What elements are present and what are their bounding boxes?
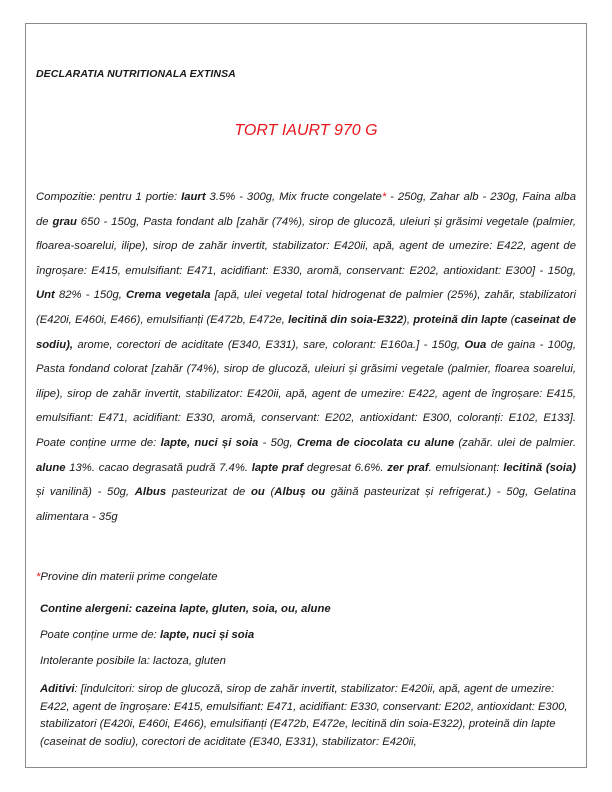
composition-segment: arome, corectori de aciditate (E340, E331), sare, colorant: E160a.] - 150g, (73, 338, 465, 351)
composition-bold-segment: Oua (464, 338, 487, 351)
traces-prefix: Poate conține urme de: (40, 629, 160, 641)
composition-bold-segment: Albuș ou (274, 486, 326, 499)
composition-bold-segment: ou (251, 486, 265, 499)
composition-segment: - 50g, (258, 436, 297, 449)
composition-segment: degresat 6.6%. (303, 461, 388, 474)
composition-segment: [apă, ulei vegetal total hidrogenat de palmier (25%), zahăr, stabilizatori (E420i, E460i, E466), emulsifianți (E472b, E472e, (36, 289, 576, 326)
composition-bold-segment: proteină din lapte (413, 313, 508, 326)
composition-bold-segment: lecitină (soia) (503, 461, 576, 474)
composition-segment: 13%. cacao degrasată pudră 7.4%. (65, 461, 252, 474)
composition-segment: ), (403, 313, 414, 326)
composition-bold-segment: Crema de ciocolata cu alune (296, 436, 455, 449)
composition-bold-segment: grau (52, 215, 77, 228)
intolerances-line: Intolerante posibile la: lactoza, gluten (40, 655, 226, 667)
composition-bold-segment: lecitină din soia-E322 (288, 313, 404, 326)
composition-segment: . emulsionanț: (428, 461, 504, 474)
allergens-line: Contine alergeni: cazeina lapte, gluten, soia, ou, alune (40, 603, 331, 615)
composition-segment: 3.5% - 300g, Mix fructe congelate (205, 191, 382, 203)
composition-segment: pasteurizat de (166, 486, 252, 499)
composition-segment: ( (507, 313, 515, 326)
composition-segment: 650 - 150g, Pasta fondant alb [zahăr (74%), sirop de glucoză, uleiuri și grăsimi vegetale (palmier, floarea-soarelui, ilipe), sirop de zahăr invertit, stabilizator: E420ii, apă, agent de umezire: E422, agent de îngroșare: E415, emulsifiant: E471, acidifiant: E330, aromă, conservant: E202, antioxidant: E300] - 150g, (36, 215, 576, 277)
additives-label: Aditivi (40, 683, 75, 695)
frozen-note-text: Provine din materii prime congelate (40, 571, 218, 583)
composition-segment: ( (264, 486, 275, 499)
additives-paragraph (40, 681, 568, 750)
composition-bold-segment: lapte, nuci și soia (160, 436, 259, 449)
composition-segment: găină pasteurizat și refrigerat.) - 50g, Gelatina alimentara - 35g (36, 486, 576, 523)
composition-paragraph (36, 185, 576, 529)
frozen-note (36, 571, 217, 583)
composition-bold-segment: Unt (36, 289, 55, 302)
composition-bold-segment: zer praf (387, 461, 429, 474)
traces-line (40, 629, 254, 641)
composition-bold-segment: caseinat de sodiu), (36, 313, 576, 351)
composition-bold-segment: Albus (134, 486, 167, 499)
composition-segment: * (381, 191, 387, 203)
asterisk-mark: * (36, 571, 41, 583)
composition-bold-segment: Iaurt (181, 191, 206, 203)
composition-segment: și vanilină) - 50g, (36, 486, 135, 499)
additives-text: : [indulcitori: sirop de glucoză, sirop de zahăr invertit, stabilizator: E420ii, apă, agent de umezire: E422, agent de îngroșare: E415, emulsifiant: E471, acidifiant: E330, conservant: E202, antioxidant: E300, stabilizatori (E420i, E460i, E466), emulsifianți (E472b, E472e, lecitină din soia-E322), proteină din lapte (caseinat de sodiu), corectori de aciditate (E340, E331), stabilizator: E420ii, (40, 683, 568, 748)
composition-segment: Compozitie: pentru 1 portie: (36, 191, 182, 203)
composition-segment: - 250g, Zahar alb - 230g, Faina alba de (36, 191, 576, 228)
composition-bold-segment: alune (36, 461, 66, 474)
composition-segment: de gaina - 100g, Pasta fondand colorat [zahăr (74%), sirop de glucoză, uleiuri și grăsimi vegetale (palmier, floarea soarelui, ilipe), sirop de zahăr invertit, stabilizator: E420ii, apă, agent de umezire: E422, agent de îngroșare: E415, emulsifiant: E471, acidifiant: E330, aromă, conservant: E202, antioxidant: E300, coloranți: E102, E133]. Poate conține urme de: (36, 338, 576, 449)
composition-segment: (zahăr. ulei de palmier. (454, 436, 576, 449)
composition-segment: 82% - 150g, (54, 289, 127, 302)
composition-bold-segment: lapte praf (251, 461, 304, 474)
document-heading: DECLARATIA NUTRITIONALA EXTINSA (36, 68, 236, 80)
product-title: TORT IAURT 970 G (234, 122, 378, 139)
composition-bold-segment: Crema vegetala (126, 289, 211, 302)
traces-allergens: lapte, nuci și soia (159, 629, 255, 641)
